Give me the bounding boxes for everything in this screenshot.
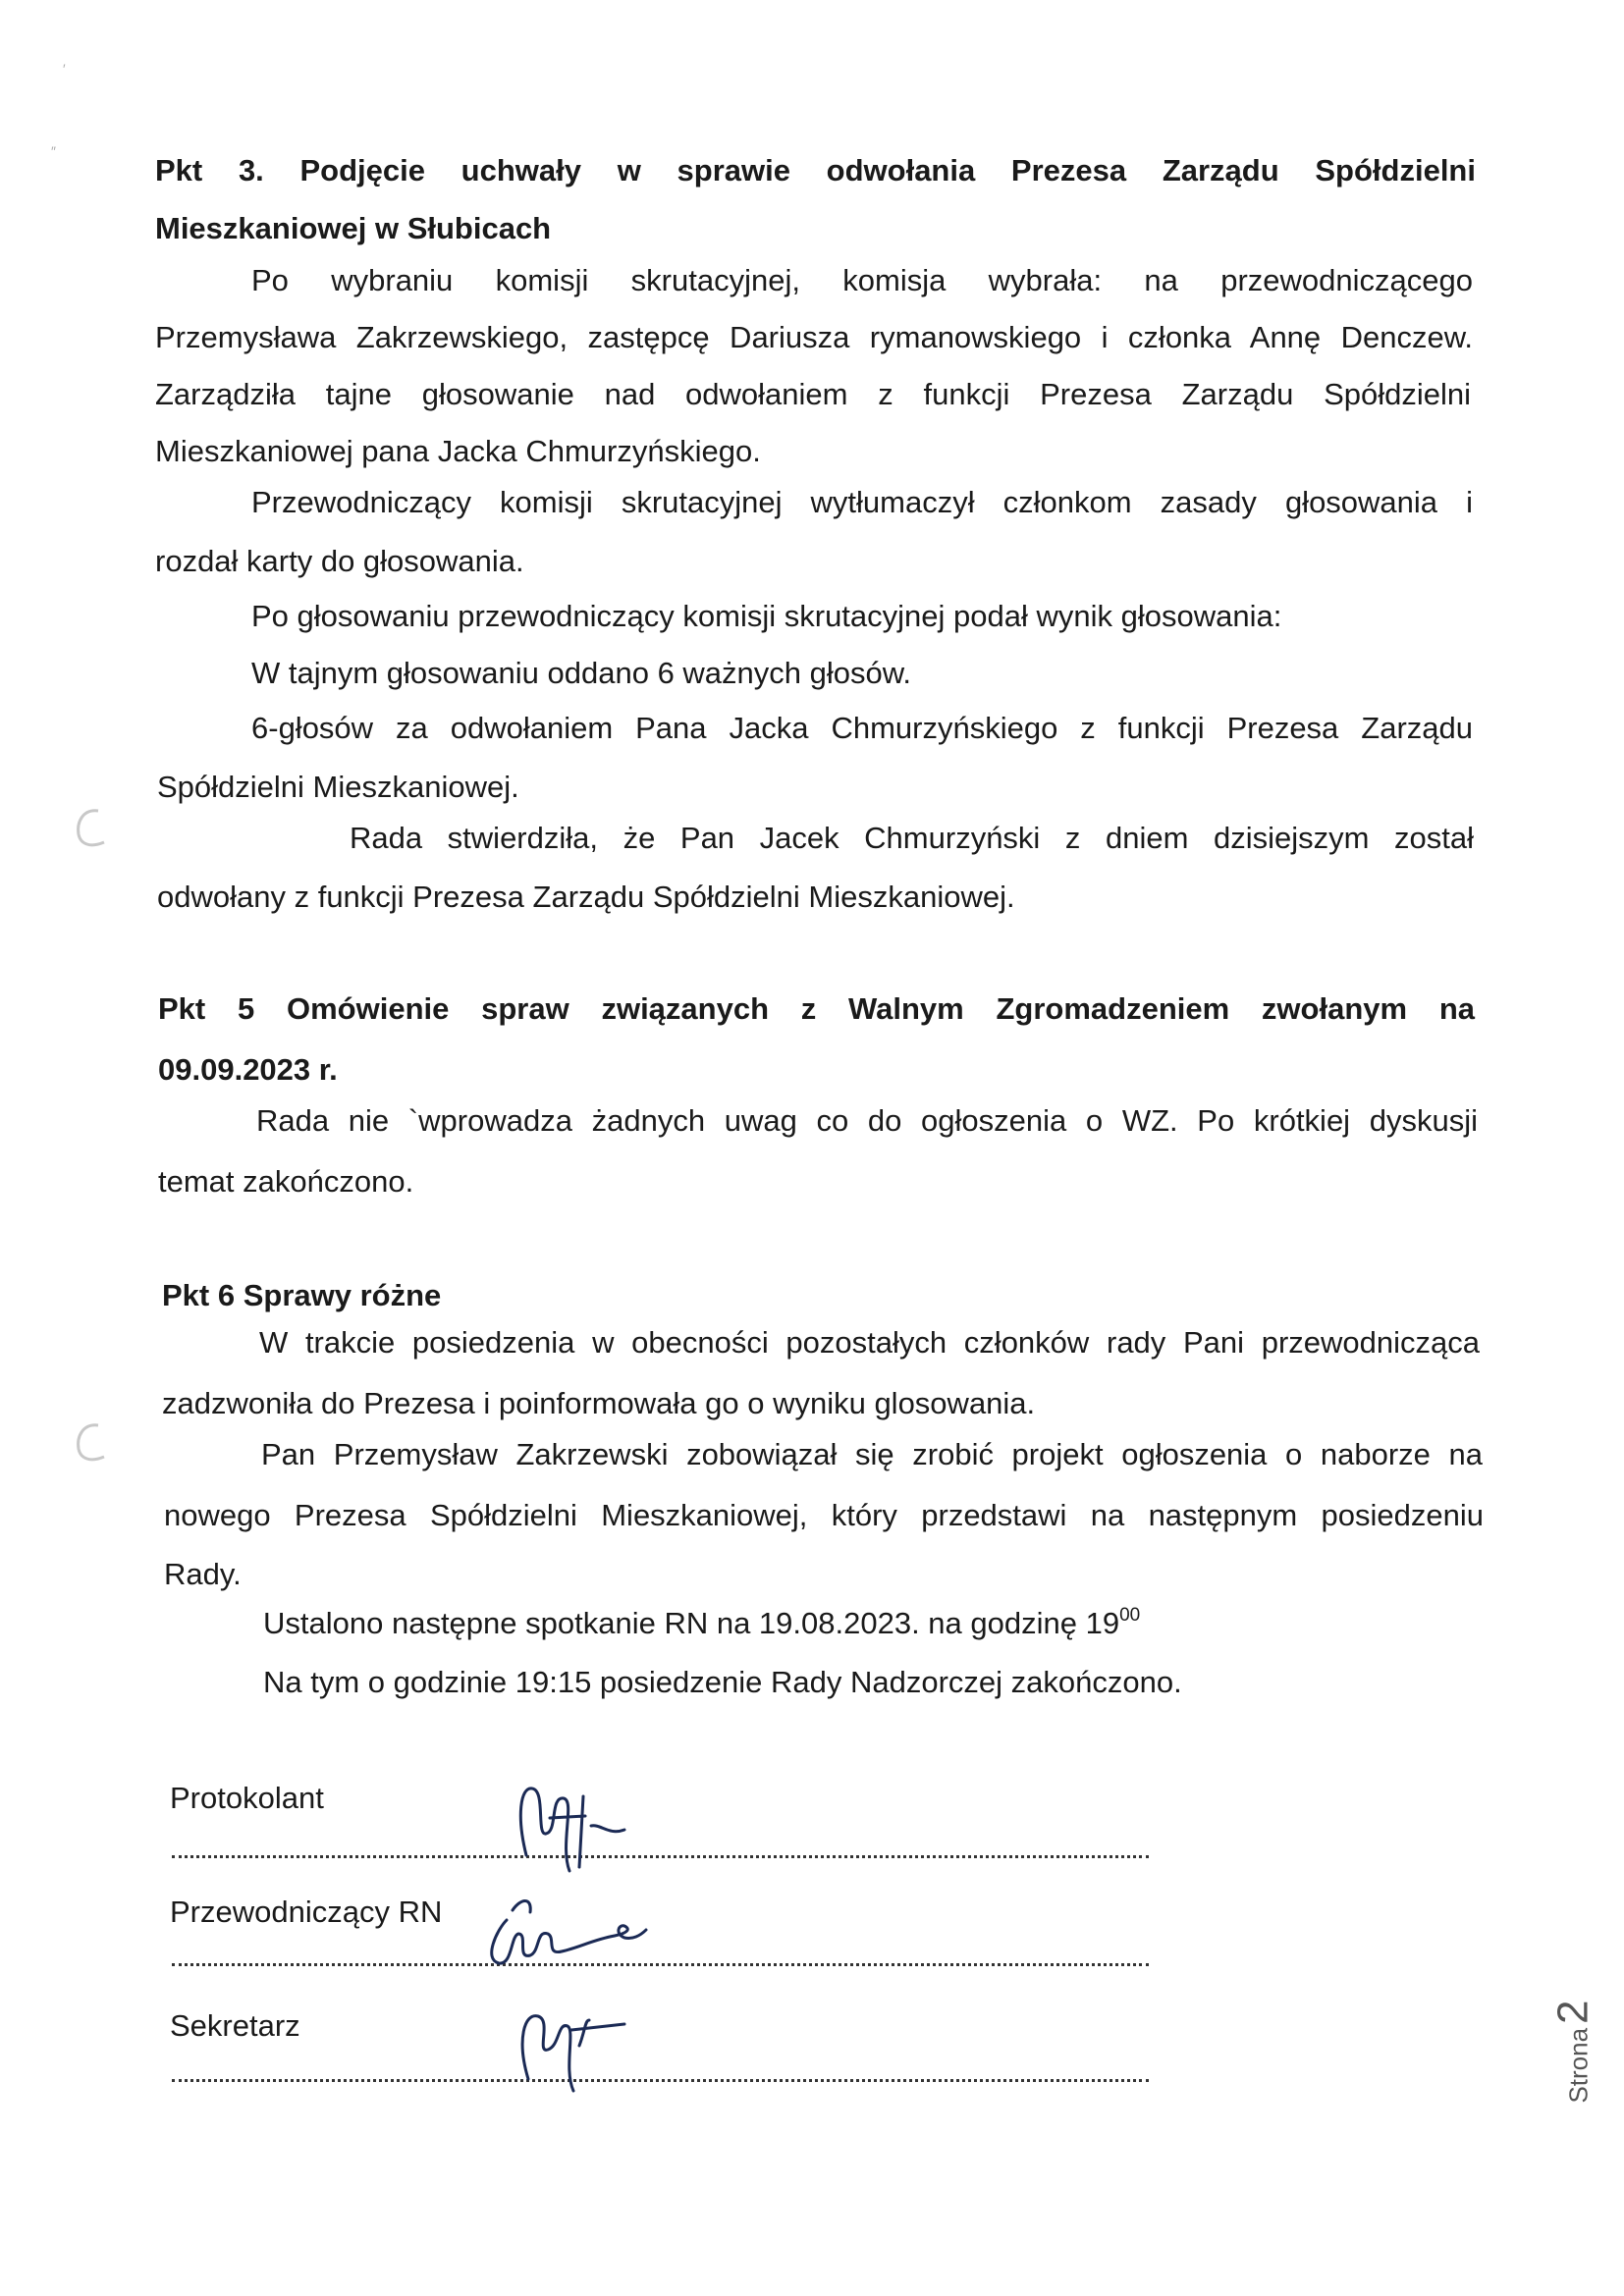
paragraph-line: Przemysława Zakrzewskiego, zastępcę Dariusza rymanowskiego i członka Annę Denczew.	[155, 320, 1473, 354]
paragraph-line: odwołany z funkcji Prezesa Zarządu Spółdzielni Mieszkaniowej.	[157, 880, 1015, 914]
sekretarz-signature	[507, 2001, 644, 2099]
paragraph-line: Mieszkaniowej pana Jacka Chmurzyńskiego.	[155, 434, 761, 468]
paragraph-line: Pan Przemysław Zakrzewski zobowiązał się zrobić projekt ogłoszenia o naborze na	[261, 1437, 1483, 1471]
przewodniczacy-signature	[477, 1891, 654, 1979]
section5-heading: Pkt 5 Omówienie spraw związanych z Walnym Zgromadzeniem zwołanym na	[158, 991, 1475, 1026]
sekretarz-label: Sekretarz	[170, 2008, 300, 2043]
paragraph-line: W trakcie posiedzenia w obecności pozostałych członków rady Pani przewodnicząca	[259, 1325, 1480, 1360]
scan-mark: ′	[63, 61, 66, 77]
paragraph-line: Po głosowaniu przewodniczący komisji skrutacyjnej podał wynik głosowania:	[251, 599, 1282, 633]
paragraph-line: rozdał karty do głosowania.	[155, 544, 524, 578]
closing-line: Na tym o godzinie 19:15 posiedzenie Rady Nadzorczej zakończono.	[263, 1665, 1182, 1699]
paragraph-line: Zarządziła tajne głosowanie nad odwołaniem z funkcji Prezesa Zarządu Spółdzielni	[155, 377, 1471, 411]
signature-line	[172, 2079, 1149, 2082]
paragraph-line: Po wybraniu komisji skrutacyjnej, komisja wybrała: na przewodniczącego	[251, 263, 1473, 297]
section6-heading: Pkt 6 Sprawy różne	[162, 1278, 442, 1312]
section3-heading: Pkt 3. Podjęcie uchwały w sprawie odwołania Prezesa Zarządu Spółdzielni	[155, 153, 1476, 187]
protokolant-label: Protokolant	[170, 1781, 324, 1815]
signature-line	[172, 1963, 1149, 1966]
punch-hole-mark	[71, 807, 110, 850]
section3-heading-cont: Mieszkaniowej w Słubicach	[155, 211, 552, 245]
punch-hole-mark	[71, 1421, 110, 1465]
paragraph-line: zadzwoniła do Prezesa i poinformowała go o wyniku glosowania.	[162, 1386, 1036, 1420]
paragraph-line: Przewodniczący komisji skrutacyjnej wytłumaczył członkom zasady głosowania i	[251, 485, 1473, 519]
paragraph-line: temat zakończono.	[158, 1164, 414, 1199]
paragraph-line: nowego Prezesa Spółdzielni Mieszkaniowej, który przedstawi na następnym posiedzeniu	[164, 1498, 1484, 1532]
paragraph-line: Rady.	[164, 1557, 242, 1591]
page-label: Strona	[1563, 2027, 1594, 2104]
paragraph-line: 6-głosów za odwołaniem Pana Jacka Chmurzyńskiego z funkcji Prezesa Zarządu	[251, 711, 1473, 745]
paragraph-line: Rada nie `wprowadza żadnych uwag co do ogłoszenia o WZ. Po krótkiej dyskusji	[256, 1103, 1478, 1138]
next-meeting-line	[263, 1602, 1584, 1645]
section5-heading-cont: 09.09.2023 r.	[158, 1052, 338, 1087]
page-number	[1532, 1973, 1620, 2130]
next-meeting-minutes: 00	[1119, 1604, 1141, 1626]
signature-line	[172, 1855, 1149, 1858]
scan-mark: ″	[51, 143, 56, 159]
paragraph-line: Rada stwierdziła, że Pan Jacek Chmurzyński z dniem dzisiejszym został	[350, 821, 1474, 855]
paragraph-line: Spółdzielni Mieszkaniowej.	[157, 770, 519, 804]
protokolant-signature	[507, 1777, 634, 1875]
przewodniczacy-label: Przewodniczący RN	[170, 1895, 443, 1929]
page-number-value: 2	[1548, 2000, 1597, 2024]
next-meeting-text: Ustalono następne spotkanie RN na 19.08.2023. na godzinę 19	[263, 1606, 1120, 1640]
paragraph-line: W tajnym głosowaniu oddano 6 ważnych głosów.	[251, 656, 912, 690]
